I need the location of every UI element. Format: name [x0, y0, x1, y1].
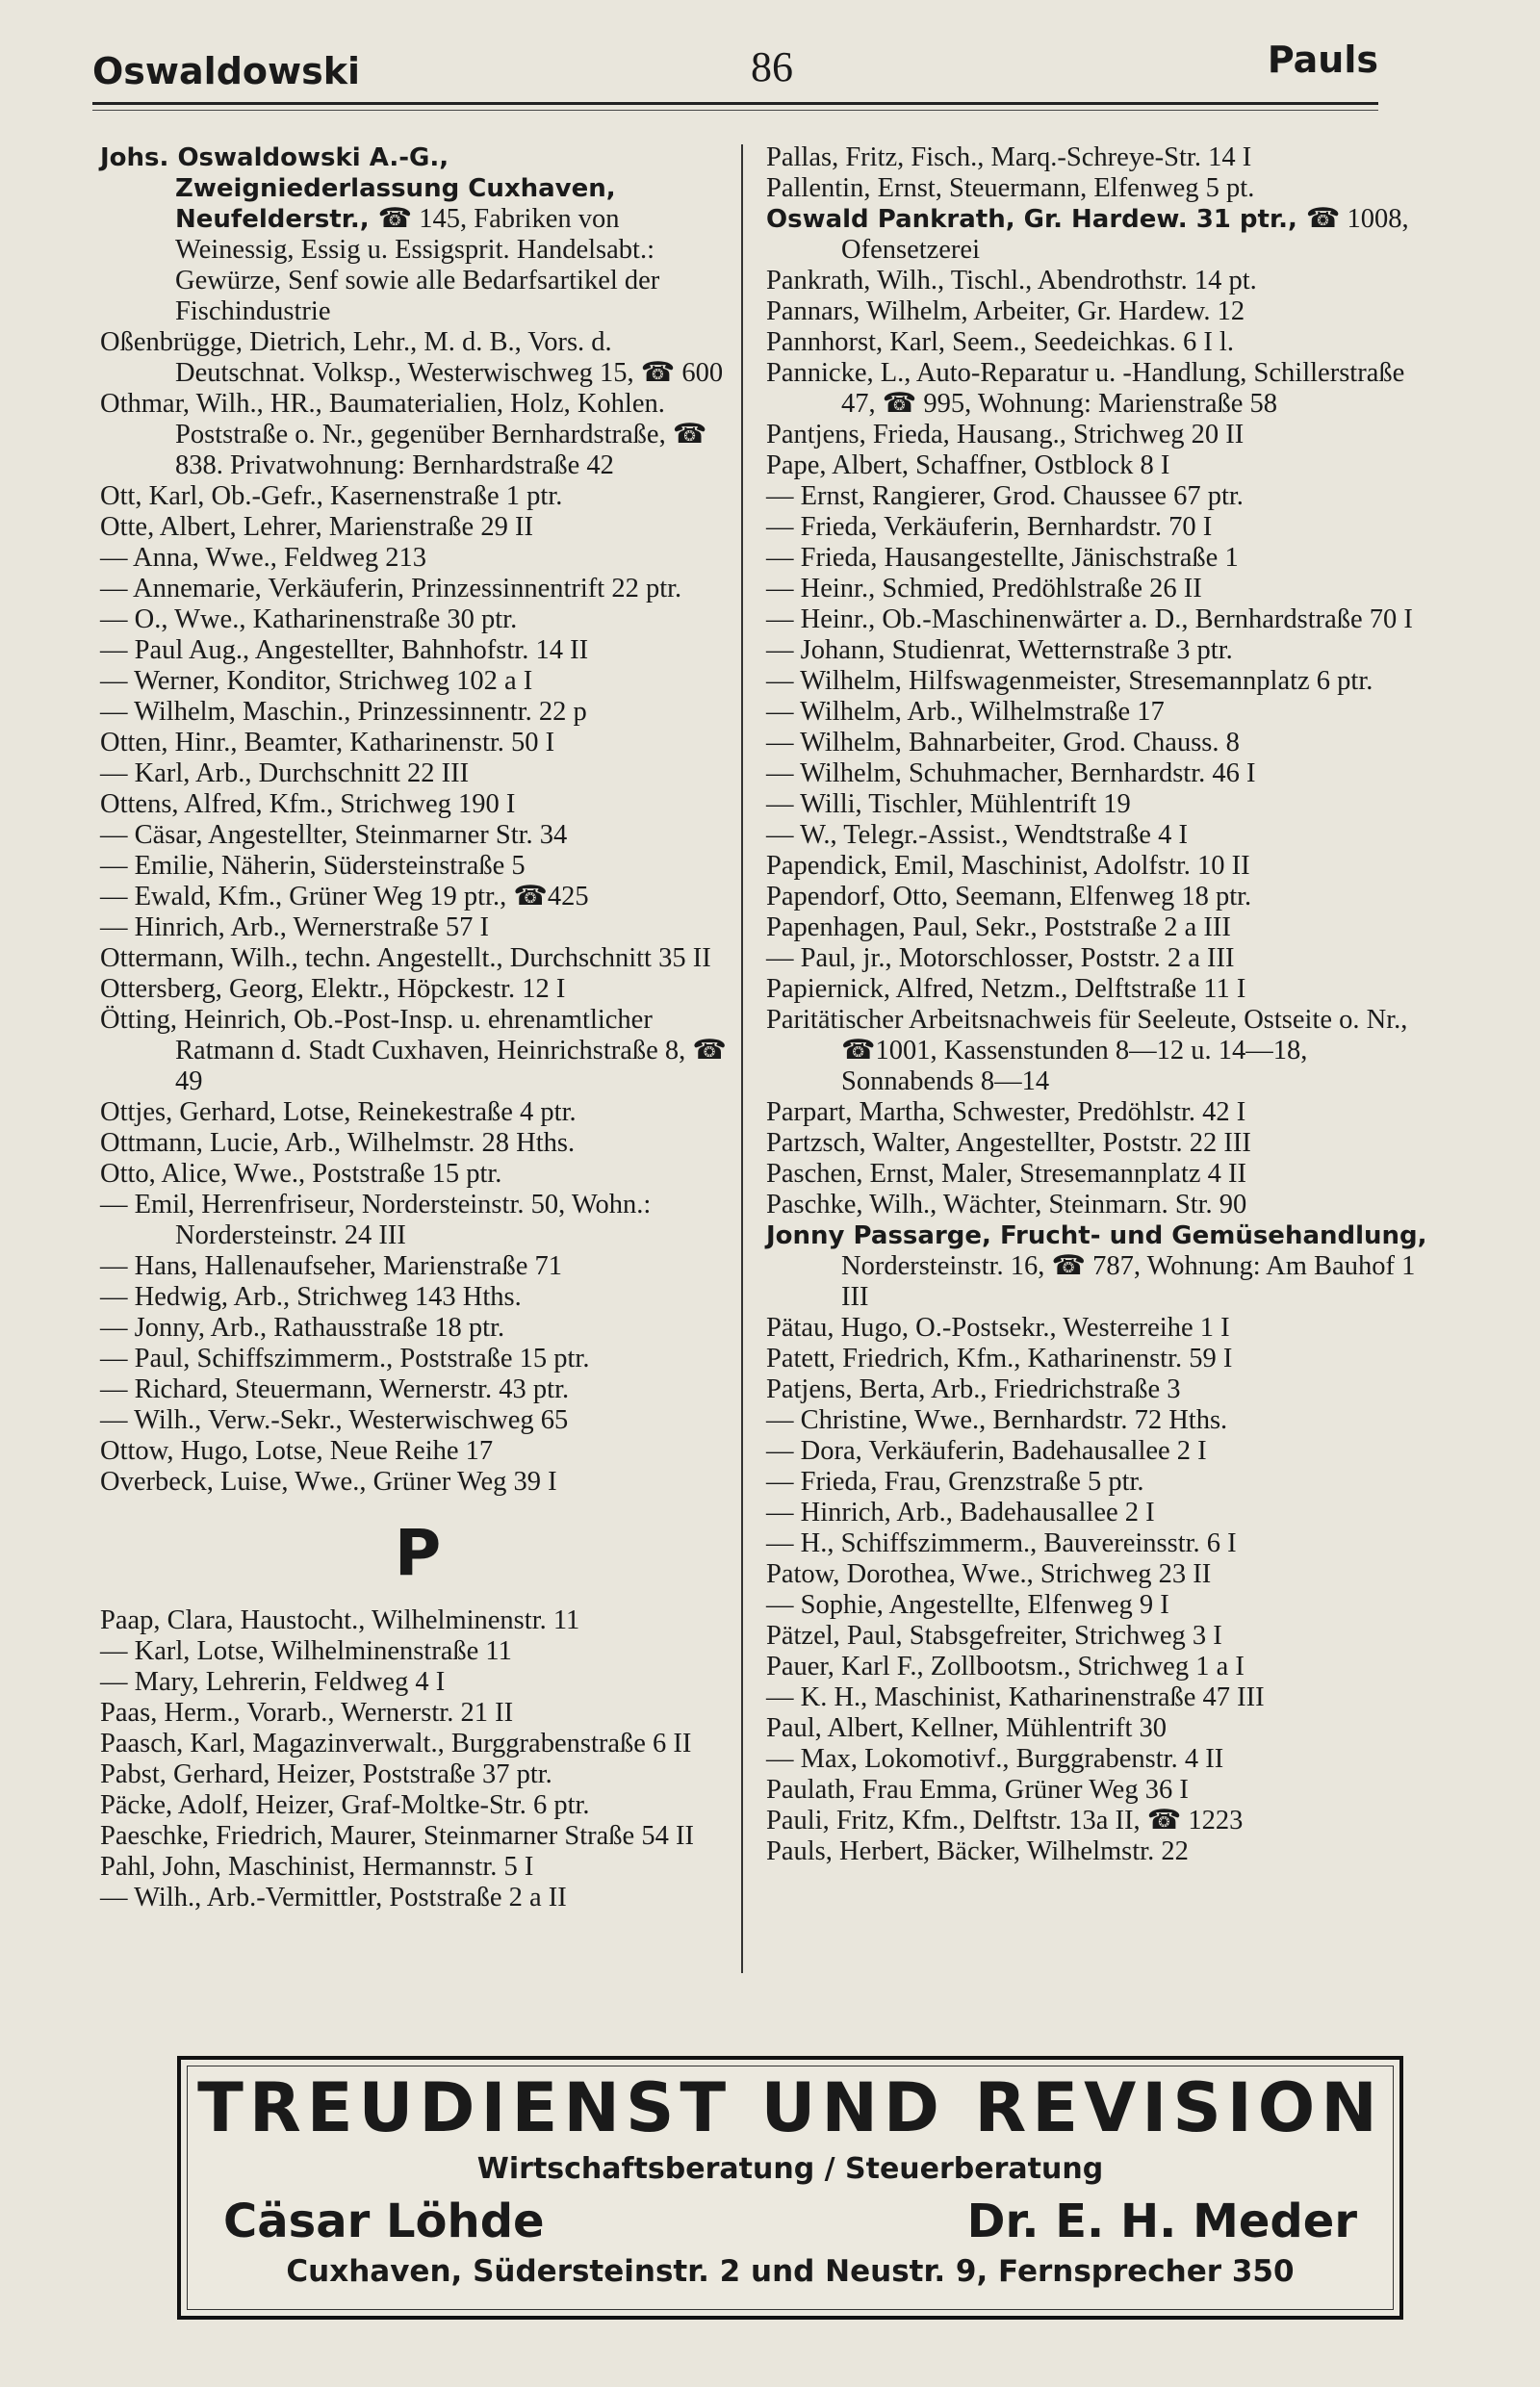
directory-entry: [100, 1097, 735, 1128]
ad-address: Cuxhaven, Südersteinstr. 2 und Neustr. 9, Fernsprecher 350: [286, 2254, 1295, 2289]
directory-entry: [766, 1713, 1430, 1744]
directory-entry: [100, 1852, 735, 1883]
directory-entry: [766, 173, 1430, 204]
directory-entry: [766, 604, 1430, 635]
entry-text: Paeschke, Friedrich, Maurer, Steinmarner Straße 54 II: [100, 1821, 694, 1851]
directory-entry: [766, 1744, 1430, 1775]
entry-text: — Frieda, Hausangestellte, Jänischstraße 1: [766, 543, 1239, 573]
entry-text: Ottow, Hugo, Lotse, Neue Reihe 17: [100, 1436, 494, 1466]
header-rule: [92, 102, 1378, 105]
left-column: [100, 142, 735, 1913]
entry-text: ☎ 1008, Ofensetzerei: [841, 204, 1409, 265]
directory-entry: [766, 1682, 1430, 1713]
directory-entry: [100, 820, 735, 851]
right-column: [766, 142, 1430, 1867]
directory-entry: [100, 327, 735, 389]
entry-text: Pannars, Wilhelm, Arbeiter, Gr. Hardew. 12: [766, 296, 1245, 326]
entry-text: — Jonny, Arb., Rathausstraße 18 ptr.: [100, 1313, 505, 1343]
entry-text: Pape, Albert, Schaffner, Ostblock 8 I: [766, 450, 1170, 480]
entry-text: — Wilhelm, Maschin., Prinzessinnentr. 22 p: [100, 697, 587, 727]
directory-entry: [766, 943, 1430, 974]
directory-entry: [766, 142, 1430, 173]
page-number: 86: [751, 43, 793, 90]
directory-entry: [766, 1559, 1430, 1590]
directory-entry: [100, 1436, 735, 1467]
directory-entry: [766, 635, 1430, 666]
ad-name-left: Cäsar Löhde: [223, 2194, 545, 2248]
directory-entry: [766, 1836, 1430, 1867]
directory-entry: [100, 1821, 735, 1852]
directory-entry: [766, 1097, 1430, 1128]
directory-entry: [766, 728, 1430, 758]
directory-entry: [766, 1128, 1430, 1159]
entry-text: Patett, Friedrich, Kfm., Katharinenstr. 59 I: [766, 1344, 1233, 1373]
entry-text: — Richard, Steuermann, Wernerstr. 43 ptr.: [100, 1374, 570, 1404]
entry-text: Paap, Clara, Haustocht., Wilhelminenstr. 11: [100, 1605, 580, 1635]
entry-text: — Wilh., Verw.-Sekr., Westerwischweg 65: [100, 1405, 569, 1435]
directory-entry: [100, 1759, 735, 1790]
running-head-right: Pauls: [1267, 38, 1378, 81]
directory-entry: [766, 1528, 1430, 1559]
entry-bold-name: Oswald Pankrath, Gr. Hardew. 31 ptr.,: [766, 205, 1306, 234]
directory-entry: [766, 204, 1430, 266]
running-head-left: Oswaldowski: [92, 50, 361, 92]
directory-entry: [766, 882, 1430, 912]
directory-entry: [766, 543, 1430, 574]
directory-entry: [766, 1374, 1430, 1405]
entry-text: Pauls, Herbert, Bäcker, Wilhelmstr. 22: [766, 1836, 1189, 1866]
directory-entry: [100, 789, 735, 820]
entry-bold-name: Johs. Oswaldowski A.-G., Zweigniederlassung Cuxhaven, Neufelderstr.,: [100, 143, 616, 234]
directory-entry: [100, 666, 735, 697]
ad-title: TREUDIENST UND REVISION: [197, 2068, 1383, 2147]
entry-text: — Willi, Tischler, Mühlentrift 19: [766, 789, 1131, 819]
entry-text: Pankrath, Wilh., Tischl., Abendrothstr. 14 pt.: [766, 266, 1257, 295]
ad-subtitle: Wirtschaftsberatung / Steuerberatung: [476, 2152, 1104, 2186]
entry-text: Paul, Albert, Kellner, Mühlentrift 30: [766, 1713, 1167, 1743]
directory-entry: [100, 912, 735, 943]
entry-text: Pauli, Fritz, Kfm., Delftstr. 13a II, ☎ 1223: [766, 1806, 1244, 1835]
directory-entry: [100, 974, 735, 1005]
ad-name-right: Dr. E. H. Meder: [966, 2194, 1357, 2248]
directory-entry: [100, 1467, 735, 1498]
entry-text: Papenhagen, Paul, Sekr., Poststraße 2 a III: [766, 912, 1231, 942]
entry-text: Pätzel, Paul, Stabsgefreiter, Strichweg 3 I: [766, 1621, 1222, 1651]
entry-text: — Frieda, Frau, Grenzstraße 5 ptr.: [766, 1467, 1144, 1497]
entry-text: Overbeck, Luise, Wwe., Grüner Weg 39 I: [100, 1467, 557, 1497]
directory-entry: [766, 974, 1430, 1005]
directory-entry: [766, 666, 1430, 697]
entry-text: Pahl, John, Maschinist, Hermannstr. 5 I: [100, 1852, 534, 1882]
directory-entry: [766, 912, 1430, 943]
directory-entry: [100, 697, 735, 728]
column-divider: [741, 144, 743, 1973]
entry-text: — Heinr., Ob.-Maschinenwärter a. D., Bernhardstraße 70 I: [766, 604, 1413, 634]
entry-text: Paschke, Wilh., Wächter, Steinmarn. Str. 90: [766, 1190, 1247, 1219]
entry-text: — Heinr., Schmied, Predöhlstraße 26 II: [766, 574, 1202, 603]
header-rule-thin: [92, 110, 1378, 111]
directory-entry: [100, 1374, 735, 1405]
directory-entry: [766, 1159, 1430, 1190]
directory-entry: [100, 1636, 735, 1667]
entry-text: — Dora, Verkäuferin, Badehausallee 2 I: [766, 1436, 1207, 1466]
entry-text: — Karl, Arb., Durchschnitt 22 III: [100, 758, 470, 788]
directory-entry: [100, 1128, 735, 1159]
directory-entry: [766, 1590, 1430, 1621]
entry-text: Paritätischer Arbeitsnachweis für Seeleute, Ostseite o. Nr., ☎1001, Kassenstunden 8—12 u. 14—18, Sonnabends 8—14: [766, 1005, 1408, 1096]
entry-text: — Max, Lokomotivf., Burggrabenstr. 4 II: [766, 1744, 1224, 1774]
entry-text: — Karl, Lotse, Wilhelminenstraße 11: [100, 1636, 512, 1666]
entry-text: Papiernick, Alfred, Netzm., Delftstraße 11 I: [766, 974, 1246, 1004]
entry-text: Paschen, Ernst, Maler, Stresemannplatz 4 II: [766, 1159, 1247, 1189]
directory-entry: [100, 1605, 735, 1636]
entry-text: Ottermann, Wilh., techn. Angestellt., Durchschnitt 35 II: [100, 943, 711, 973]
directory-entry: [766, 1190, 1430, 1220]
entry-text: — Wilhelm, Bahnarbeiter, Grod. Chauss. 8: [766, 728, 1240, 757]
directory-entry: [100, 1190, 735, 1251]
entry-text: Pabst, Gerhard, Heizer, Poststraße 37 ptr.: [100, 1759, 552, 1789]
entry-text: Päcke, Adolf, Heizer, Graf-Moltke-Str. 6 ptr.: [100, 1790, 590, 1820]
advertisement-box: [177, 2056, 1403, 2320]
directory-entry: [100, 574, 735, 604]
entry-text: — O., Wwe., Katharinenstraße 30 ptr.: [100, 604, 518, 634]
entry-text: Ötting, Heinrich, Ob.-Post-Insp. u. ehrenamtlicher Ratmann d. Stadt Cuxhaven, Heinrichstraße 8, ☎ 49: [100, 1005, 727, 1096]
entry-text: — Frieda, Verkäuferin, Bernhardstr. 70 I: [766, 512, 1213, 542]
entry-text: — Paul, jr., Motorschlosser, Poststr. 2 a III: [766, 943, 1235, 973]
directory-entry: [100, 635, 735, 666]
entry-text: — Paul, Schiffszimmerm., Poststraße 15 ptr.: [100, 1344, 590, 1373]
directory-entry: [100, 728, 735, 758]
directory-entry: [100, 1405, 735, 1436]
entry-text: — Christine, Wwe., Bernhardstr. 72 Hths.: [766, 1405, 1228, 1435]
entry-text: Oßenbrügge, Dietrich, Lehr., M. d. B., Vors. d. Deutschnat. Volksp., Westerwischweg 15, ☎ 600: [100, 327, 724, 388]
entry-text: Papendick, Emil, Maschinist, Adolfstr. 10 II: [766, 851, 1250, 881]
entry-text: — Paul Aug., Angestellter, Bahnhofstr. 14 II: [100, 635, 589, 665]
entry-text: — Mary, Lehrerin, Feldweg 4 I: [100, 1667, 446, 1697]
entry-text: — Wilh., Arb.-Vermittler, Poststraße 2 a II: [100, 1883, 567, 1912]
directory-entry: [766, 1005, 1430, 1097]
entry-text: Otten, Hinr., Beamter, Katharinenstr. 50 I: [100, 728, 555, 757]
directory-entry: [766, 1498, 1430, 1528]
entry-text: Pantjens, Frieda, Hausang., Strichweg 20 II: [766, 420, 1245, 449]
directory-entry: [100, 1005, 735, 1097]
directory-entry: [766, 450, 1430, 481]
directory-entry: [766, 358, 1430, 420]
directory-entry: [766, 1652, 1430, 1682]
directory-entry: [766, 420, 1430, 450]
directory-entry: [100, 389, 735, 481]
directory-entry: [100, 1282, 735, 1313]
entry-text: Pallas, Fritz, Fisch., Marq.-Schreye-Str. 14 I: [766, 142, 1252, 172]
directory-entry: [766, 512, 1430, 543]
section-letter: P: [394, 1516, 442, 1590]
directory-entry: [100, 481, 735, 512]
entry-text: Parpart, Martha, Schwester, Predöhlstr. 42 I: [766, 1097, 1246, 1127]
directory-entry: [100, 1729, 735, 1759]
directory-entry: [100, 543, 735, 574]
directory-entry: [100, 1883, 735, 1913]
entry-text: — Emilie, Näherin, Südersteinstraße 5: [100, 851, 526, 881]
directory-entry: [100, 758, 735, 789]
entry-text: — Annemarie, Verkäuferin, Prinzessinnentrift 22 ptr.: [100, 574, 682, 603]
directory-entry: [766, 1806, 1430, 1836]
entry-text: Pauer, Karl F., Zollbootsm., Strichweg 1 a I: [766, 1652, 1245, 1681]
entry-text: Pannicke, L., Auto-Reparatur u. -Handlung, Schillerstraße 47, ☎ 995, Wohnung: Marienstraße 58: [766, 358, 1405, 419]
entry-text: Patjens, Berta, Arb., Friedrichstraße 3: [766, 1374, 1181, 1404]
directory-entry: [100, 1313, 735, 1344]
directory-entry: [766, 1436, 1430, 1467]
directory-entry: [766, 1220, 1430, 1313]
entry-text: Nordersteinstr. 16, ☎ 787, Wohnung: Am Bauhof 1 III: [841, 1251, 1416, 1312]
directory-entry: [100, 882, 735, 912]
directory-entry: [100, 1251, 735, 1282]
directory-entry: [766, 820, 1430, 851]
directory-entry: [766, 1467, 1430, 1498]
entry-text: Ott, Karl, Ob.-Gefr., Kasernenstraße 1 ptr.: [100, 481, 563, 511]
directory-entry: [766, 574, 1430, 604]
directory-entry: [100, 1159, 735, 1190]
entry-text: — Wilhelm, Schuhmacher, Bernhardstr. 46 I: [766, 758, 1256, 788]
entry-text: — Emil, Herrenfriseur, Nordersteinstr. 50, Wohn.: Nordersteinstr. 24 III: [100, 1190, 652, 1250]
entry-text: Paulath, Frau Emma, Grüner Weg 36 I: [766, 1775, 1189, 1805]
entry-text: — Hinrich, Arb., Badehausallee 2 I: [766, 1498, 1155, 1527]
entry-text: — Ernst, Rangierer, Grod. Chaussee 67 ptr.: [766, 481, 1244, 511]
directory-entry: [766, 1621, 1430, 1652]
entry-text: Pallentin, Ernst, Steuermann, Elfenweg 5 pt.: [766, 173, 1255, 203]
entry-text: — Hedwig, Arb., Strichweg 143 Hths.: [100, 1282, 522, 1312]
entry-text: Patow, Dorothea, Wwe., Strichweg 23 II: [766, 1559, 1212, 1589]
directory-entry: [766, 266, 1430, 296]
directory-entry: [100, 943, 735, 974]
entry-text: Ottmann, Lucie, Arb., Wilhelmstr. 28 Hths.: [100, 1128, 576, 1158]
entry-text: — Werner, Konditor, Strichweg 102 a I: [100, 666, 533, 696]
directory-entry: [766, 296, 1430, 327]
entry-text: Otte, Albert, Lehrer, Marienstraße 29 II: [100, 512, 533, 542]
entry-text: — Cäsar, Angestellter, Steinmarner Str. 34: [100, 820, 568, 850]
directory-entry: [766, 1405, 1430, 1436]
entry-text: Partzsch, Walter, Angestellter, Poststr. 22 III: [766, 1128, 1251, 1158]
entry-text: Otto, Alice, Wwe., Poststraße 15 ptr.: [100, 1159, 502, 1189]
entry-text: Othmar, Wilh., HR., Baumaterialien, Holz, Kohlen. Poststraße o. Nr., gegenüber Bernhardstraße, ☎ 838. Privatwohnung: Bernhardstraße 42: [100, 389, 707, 480]
entry-text: Pannhorst, Karl, Seem., Seedeichkas. 6 I l.: [766, 327, 1234, 357]
entry-text: Pätau, Hugo, O.-Postsekr., Westerreihe 1 I: [766, 1313, 1230, 1343]
directory-entry: [100, 142, 735, 327]
entry-text: — Johann, Studienrat, Wetternstraße 3 ptr.: [766, 635, 1233, 665]
entry-bold-name: Jonny Passarge, Frucht- und Gemüsehandlung,: [766, 1221, 1427, 1250]
directory-entry: [100, 1698, 735, 1729]
directory-entry: [100, 604, 735, 635]
directory-entry: [766, 789, 1430, 820]
directory-entry: [100, 1790, 735, 1821]
entry-text: Paas, Herm., Vorarb., Wernerstr. 21 II: [100, 1698, 514, 1728]
entry-text: Ottersberg, Georg, Elektr., Höpckestr. 12 I: [100, 974, 566, 1004]
directory-entry: [766, 758, 1430, 789]
directory-entry: [766, 1344, 1430, 1374]
entry-text: Ottens, Alfred, Kfm., Strichweg 190 I: [100, 789, 516, 819]
entry-text: — Hans, Hallenaufseher, Marienstraße 71: [100, 1251, 563, 1281]
entry-text: — Hinrich, Arb., Wernerstraße 57 I: [100, 912, 489, 942]
entry-text: ☎ 145, Fabriken von Weinessig, Essig u. Essigsprit. Handelsabt.: Gewürze, Senf sowie alle Bedarfsartikel der Fischindustrie: [175, 204, 660, 326]
directory-entry: [766, 327, 1430, 358]
entry-text: — W., Telegr.-Assist., Wendtstraße 4 I: [766, 820, 1188, 850]
entry-text: — Wilhelm, Hilfswagenmeister, Stresemannplatz 6 ptr.: [766, 666, 1373, 696]
directory-entry: [766, 697, 1430, 728]
entry-text: — Ewald, Kfm., Grüner Weg 19 ptr., ☎425: [100, 882, 589, 911]
directory-entry: [100, 1667, 735, 1698]
entry-text: — K. H., Maschinist, Katharinenstraße 47 III: [766, 1682, 1265, 1712]
entry-text: Paasch, Karl, Magazinverwalt., Burggrabenstraße 6 II: [100, 1729, 692, 1758]
directory-entry: [766, 1313, 1430, 1344]
entry-text: — Wilhelm, Arb., Wilhelmstraße 17: [766, 697, 1165, 727]
entry-text: Papendorf, Otto, Seemann, Elfenweg 18 ptr.: [766, 882, 1252, 911]
entry-text: — Anna, Wwe., Feldweg 213: [100, 543, 427, 573]
directory-entry: [100, 851, 735, 882]
entry-text: — Sophie, Angestellte, Elfenweg 9 I: [766, 1590, 1169, 1620]
directory-entry: [100, 512, 735, 543]
directory-entry: [766, 481, 1430, 512]
entry-text: — H., Schiffszimmerm., Bauvereinsstr. 6 I: [766, 1528, 1237, 1558]
directory-entry: [766, 851, 1430, 882]
directory-entry: [766, 1775, 1430, 1806]
entry-text: Ottjes, Gerhard, Lotse, Reinekestraße 4 ptr.: [100, 1097, 577, 1127]
directory-entry: [100, 1344, 735, 1374]
